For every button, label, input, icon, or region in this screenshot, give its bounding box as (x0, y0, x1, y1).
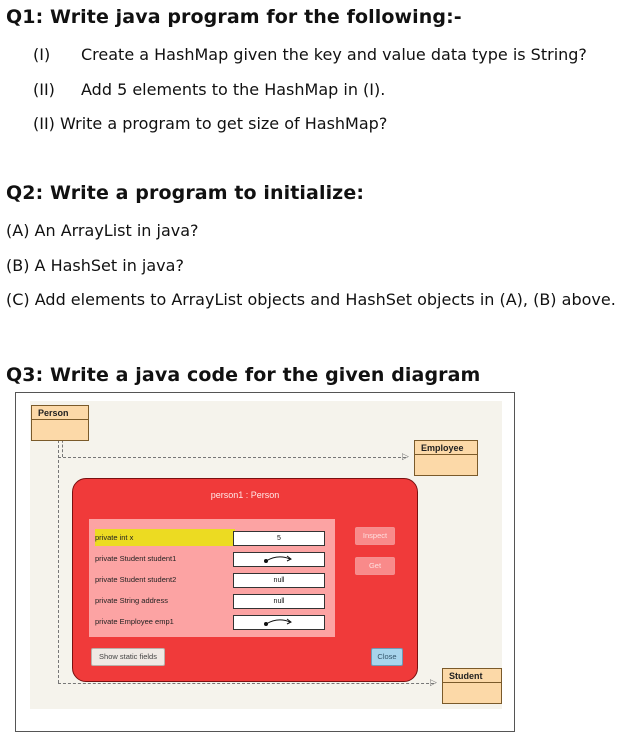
class-box-employee (414, 440, 478, 476)
field-name: private Student student1 (95, 554, 177, 563)
uml-diagram-figure (15, 392, 515, 732)
q1-item-1-number: (I) (33, 45, 51, 64)
field-value-box (233, 615, 325, 630)
q2-line-c: (C) Add elements to ArrayList objects and HashSet objects in (A), (B) above. (6, 290, 616, 309)
connector-to-employee (58, 457, 406, 458)
arrow-head-employee-icon: ▷ (402, 452, 409, 462)
connector-vertical (58, 435, 59, 683)
field-row-int-x[interactable] (95, 531, 323, 547)
reference-arrow-icon (234, 553, 324, 566)
connector-to-student (58, 683, 434, 684)
q3-heading: Q3: Write a java code for the given diagram (6, 364, 481, 386)
field-value-box: 5 (233, 531, 325, 546)
field-row-emp1[interactable] (95, 615, 323, 631)
q1-item-2-text: Add 5 elements to the HashMap in (I). (81, 80, 386, 99)
class-name-person: Person (32, 406, 88, 420)
object-inspector-window (72, 478, 418, 682)
inspector-title: person1 : Person (210, 490, 280, 500)
fields-panel (89, 519, 335, 637)
field-row-student2[interactable] (95, 573, 323, 589)
q1-heading: Q1: Write java program for the following:- (6, 6, 462, 28)
field-value-box: null (233, 594, 325, 609)
arrow-head-student-icon: ▷ (430, 678, 437, 688)
class-name-student: Student (443, 669, 501, 683)
class-box-student (442, 668, 502, 704)
get-button[interactable]: Get (355, 557, 395, 575)
inspect-button[interactable]: Inspect (355, 527, 395, 545)
q1-item-1-text: Create a HashMap given the key and value data type is String? (81, 45, 587, 64)
close-button[interactable]: Close (371, 648, 403, 666)
q2-line-b: (B) A HashSet in java? (6, 256, 184, 275)
q1-item-2-number: (II) (33, 80, 55, 99)
reference-arrow-icon (234, 616, 324, 629)
class-box-person (31, 405, 89, 441)
field-row-student1[interactable] (95, 552, 323, 568)
field-row-address[interactable] (95, 594, 323, 610)
q2-line-a: (A) An ArrayList in java? (6, 221, 199, 240)
field-name: private Student student2 (95, 575, 177, 584)
field-name: private int x (95, 533, 134, 542)
field-value-box (233, 552, 325, 567)
field-name: private String address (95, 596, 168, 605)
field-name: private Employee emp1 (95, 617, 174, 626)
q1-item-2 (33, 80, 385, 99)
class-name-employee: Employee (415, 441, 477, 455)
field-value-box: null (233, 573, 325, 588)
q2-heading: Q2: Write a program to initialize: (6, 182, 365, 204)
show-static-fields-button[interactable]: Show static fields (91, 648, 165, 666)
q1-item-1 (33, 45, 587, 64)
diagram-canvas (30, 401, 502, 709)
q1-extra: (II) Write a program to get size of HashMap? (33, 114, 388, 133)
